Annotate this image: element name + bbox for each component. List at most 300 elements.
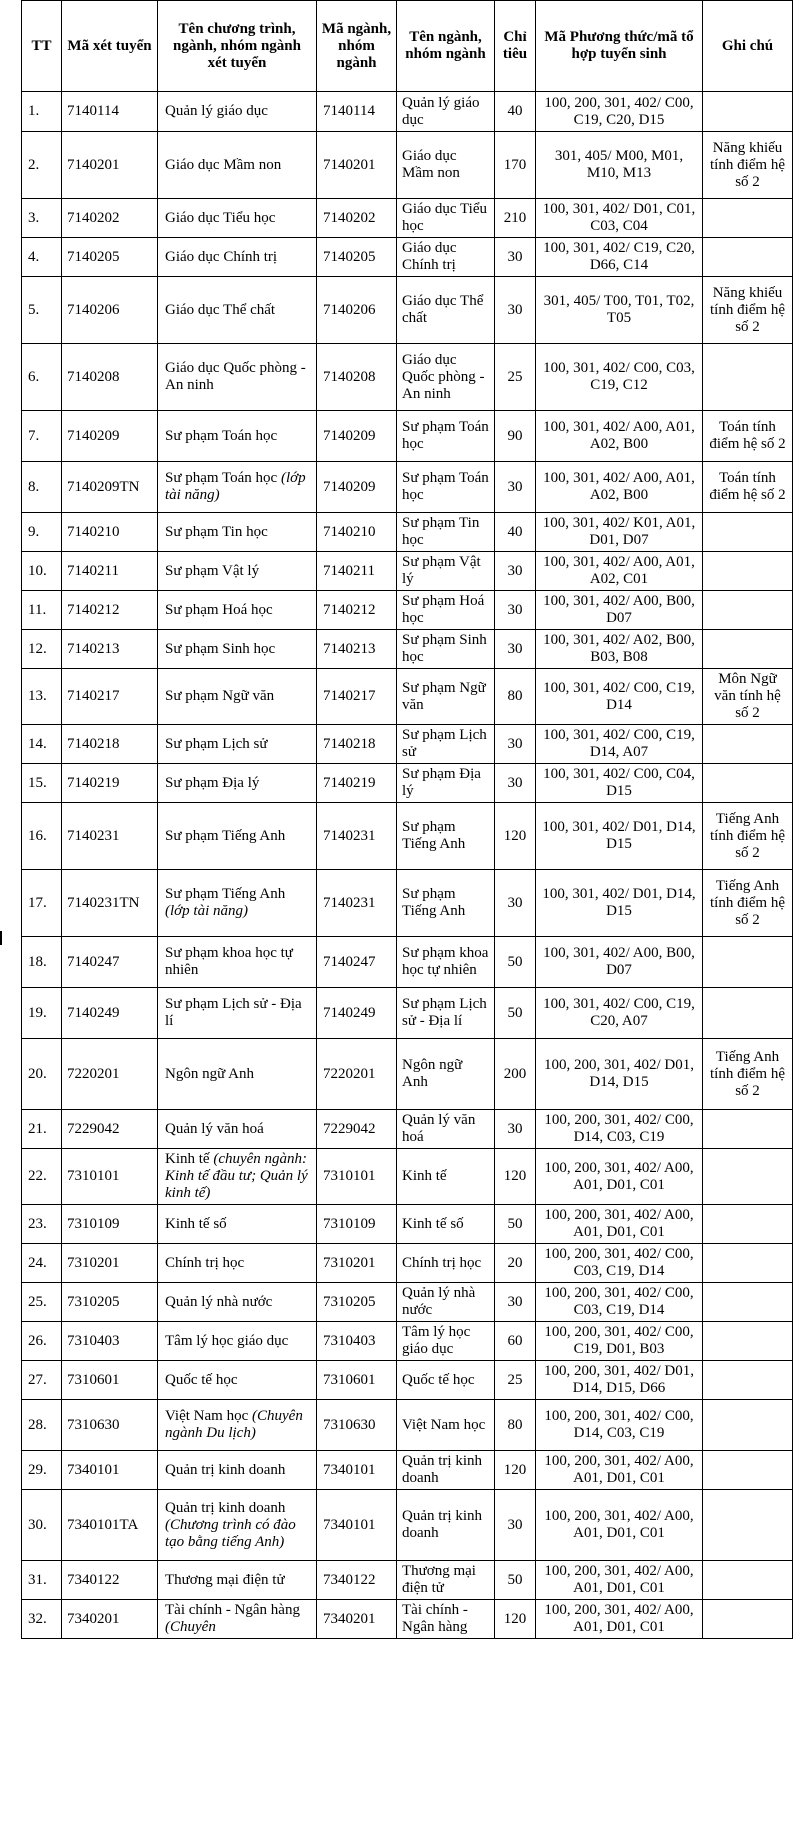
program-subtitle: (chuyên ngành: Kinh tế đầu tư; Quản lý kinh tế): [165, 1151, 308, 1201]
cell-note: [703, 988, 793, 1039]
cell-code: 7310201: [62, 1244, 158, 1283]
cell-major-code: 7310630: [317, 1400, 397, 1451]
program-subtitle: (lớp tài năng): [165, 903, 248, 919]
cell-method: 100, 301, 402/ A02, B00, B03, B08: [536, 630, 703, 669]
table-row: [22, 764, 793, 803]
cell-method: 100, 200, 301, 402/ A00, A01, D01, C01: [536, 1149, 703, 1205]
admission-table-container: [21, 0, 792, 1639]
cell-major-code: 7140247: [317, 937, 397, 988]
cell-program: [158, 1110, 317, 1149]
cell-major-code: 7310101: [317, 1149, 397, 1205]
program-name: Sư phạm khoa học tự nhiên: [165, 945, 293, 978]
cell-method: 301, 405/ M00, M01, M10, M13: [536, 132, 703, 199]
cell-major-code: 7310205: [317, 1283, 397, 1322]
cell-note: [703, 199, 793, 238]
program-name: Quản trị kinh doanh: [165, 1499, 286, 1516]
cell-quota: 120: [495, 803, 536, 870]
cell-tt: 20.: [22, 1039, 62, 1110]
cell-program: [158, 725, 317, 764]
cell-note: Năng khiếu tính điểm hệ số 2: [703, 132, 793, 199]
cell-note: [703, 764, 793, 803]
cell-program: [158, 132, 317, 199]
cell-method: 100, 301, 402/ D01, C01, C03, C04: [536, 199, 703, 238]
table-row: [22, 92, 793, 132]
program-name: Ngôn ngữ Anh: [165, 1065, 254, 1082]
cell-note: [703, 1205, 793, 1244]
table-row: [22, 591, 793, 630]
program-name: Giáo dục Quốc phòng - An ninh: [165, 360, 306, 393]
cell-program: [158, 1322, 317, 1361]
cell-program: [158, 1451, 317, 1490]
table-row: [22, 1322, 793, 1361]
program-name: Quản trị kinh doanh: [165, 1461, 286, 1478]
cell-tt: 31.: [22, 1561, 62, 1600]
cell-tt: 24.: [22, 1244, 62, 1283]
cell-tt: 12.: [22, 630, 62, 669]
program-name: Sư phạm Lịch sử - Địa lí: [165, 996, 302, 1029]
cell-code: 7140206: [62, 277, 158, 344]
cell-note: [703, 591, 793, 630]
cell-major-code: 7340101: [317, 1451, 397, 1490]
cell-program: [158, 630, 317, 669]
cell-major-code: 7140210: [317, 513, 397, 552]
table-row: [22, 277, 793, 344]
cell-method: 100, 301, 402/ C00, C19, C20, A07: [536, 988, 703, 1039]
cell-method: 100, 301, 402/ A00, A01, A02, B00: [536, 411, 703, 462]
program-name: Quản lý nhà nước: [165, 1293, 273, 1310]
cell-tt: 28.: [22, 1400, 62, 1451]
cell-major-code: 7340101: [317, 1490, 397, 1561]
table-row: [22, 1600, 793, 1639]
cell-tt: 13.: [22, 669, 62, 725]
cell-tt: 10.: [22, 552, 62, 591]
cell-program: [158, 1205, 317, 1244]
cell-major-name: Quản trị kinh doanh: [397, 1490, 495, 1561]
cell-note: [703, 1244, 793, 1283]
table-row: [22, 1490, 793, 1561]
cell-tt: 30.: [22, 1490, 62, 1561]
cell-quota: 30: [495, 870, 536, 937]
table-row: [22, 344, 793, 411]
program-name: Sư phạm Ngữ văn: [165, 688, 275, 704]
cell-major-code: 7310403: [317, 1322, 397, 1361]
cell-note: Tiếng Anh tính điểm hệ số 2: [703, 1039, 793, 1110]
cell-code: 7140231: [62, 803, 158, 870]
cell-method: 100, 200, 301, 402/ C00, D14, C03, C19: [536, 1110, 703, 1149]
program-name: Kinh tế: [165, 1151, 210, 1167]
cell-quota: 30: [495, 277, 536, 344]
cell-major-code: 7229042: [317, 1110, 397, 1149]
cell-quota: 25: [495, 344, 536, 411]
cell-code: 7140219: [62, 764, 158, 803]
cell-major-code: 7140217: [317, 669, 397, 725]
cell-tt: 21.: [22, 1110, 62, 1149]
cell-code: 7140209TN: [62, 462, 158, 513]
cell-quota: 40: [495, 513, 536, 552]
cell-code: 7140210: [62, 513, 158, 552]
cell-code: 7140205: [62, 238, 158, 277]
cell-code: 7140247: [62, 937, 158, 988]
program-name: Thương mại điện tử: [165, 1571, 285, 1588]
cell-tt: 29.: [22, 1451, 62, 1490]
cell-method: 100, 301, 402/ A00, A01, A02, C01: [536, 552, 703, 591]
cell-major-name: Tài chính - Ngân hàng: [397, 1600, 495, 1639]
cell-program: [158, 277, 317, 344]
cell-code: 7140218: [62, 725, 158, 764]
cell-tt: 19.: [22, 988, 62, 1039]
program-name: Sư phạm Tin học: [165, 523, 268, 540]
cell-major-name: Giáo dục Quốc phòng - An ninh: [397, 344, 495, 411]
cell-code: 7140202: [62, 199, 158, 238]
cell-quota: 30: [495, 552, 536, 591]
cell-quota: 30: [495, 591, 536, 630]
cell-tt: 9.: [22, 513, 62, 552]
cell-code: 7310205: [62, 1283, 158, 1322]
cell-major-code: 7310601: [317, 1361, 397, 1400]
cell-major-name: Sư phạm khoa học tự nhiên: [397, 937, 495, 988]
cell-note: [703, 1110, 793, 1149]
cell-note: Môn Ngữ văn tính hệ số 2: [703, 669, 793, 725]
cell-tt: 26.: [22, 1322, 62, 1361]
cell-note: [703, 1451, 793, 1490]
cell-quota: 30: [495, 1283, 536, 1322]
cell-tt: 4.: [22, 238, 62, 277]
cell-quota: 170: [495, 132, 536, 199]
cell-program: [158, 1490, 317, 1561]
cell-quota: 30: [495, 725, 536, 764]
cell-program: [158, 552, 317, 591]
cell-code: 7310109: [62, 1205, 158, 1244]
cell-quota: 50: [495, 988, 536, 1039]
table-row: [22, 1110, 793, 1149]
program-name: Sư phạm Tiếng Anh: [165, 827, 286, 844]
cell-quota: 30: [495, 462, 536, 513]
cell-program: [158, 344, 317, 411]
table-row: [22, 513, 793, 552]
header-program: Tên chương trình, ngành, nhóm ngành xét tuyển: [158, 1, 317, 92]
cell-note: [703, 1283, 793, 1322]
cell-program: [158, 462, 317, 513]
cell-major-name: Giáo dục Thể chất: [397, 277, 495, 344]
cell-major-name: Sư phạm Toán học: [397, 411, 495, 462]
cell-tt: 11.: [22, 591, 62, 630]
cell-program: [158, 1400, 317, 1451]
cell-major-name: Chính trị học: [397, 1244, 495, 1283]
cell-major-code: 7310109: [317, 1205, 397, 1244]
cell-code: 7310101: [62, 1149, 158, 1205]
table-row: [22, 630, 793, 669]
cell-tt: 16.: [22, 803, 62, 870]
cell-code: 7140217: [62, 669, 158, 725]
cell-major-code: 7140209: [317, 462, 397, 513]
cell-major-code: 7220201: [317, 1039, 397, 1110]
cell-code: 7140208: [62, 344, 158, 411]
cell-major-name: Giáo dục Mầm non: [397, 132, 495, 199]
cell-major-name: Giáo dục Chính trị: [397, 238, 495, 277]
cell-program: [158, 988, 317, 1039]
cell-method: 100, 301, 402/ A00, A01, A02, B00: [536, 462, 703, 513]
cell-program: [158, 1561, 317, 1600]
cell-note: Toán tính điểm hệ số 2: [703, 411, 793, 462]
program-name: Sư phạm Vật lý: [165, 562, 260, 579]
cell-quota: 120: [495, 1600, 536, 1639]
cell-quota: 50: [495, 1561, 536, 1600]
cell-note: [703, 1322, 793, 1361]
program-subtitle: (Chuyên ngành Du lịch): [165, 1408, 303, 1441]
table-row: [22, 1205, 793, 1244]
program-name: Giáo dục Mầm non: [165, 156, 282, 173]
table-row: [22, 1561, 793, 1600]
program-name: Tài chính - Ngân hàng: [165, 1602, 300, 1618]
cell-quota: 30: [495, 238, 536, 277]
cell-note: [703, 238, 793, 277]
program-name: Quốc tế học: [165, 1371, 238, 1388]
program-name: Giáo dục Chính trị: [165, 248, 278, 265]
header-major-code: Mã ngành, nhóm ngành: [317, 1, 397, 92]
program-name: Sư phạm Sinh học: [165, 640, 276, 657]
cell-major-name: Việt Nam học: [397, 1400, 495, 1451]
cell-program: [158, 870, 317, 937]
table-row: [22, 803, 793, 870]
cell-note: [703, 937, 793, 988]
cell-program: [158, 513, 317, 552]
program-name: Sư phạm Hoá học: [165, 601, 273, 618]
cell-method: 100, 200, 301, 402/ A00, A01, D01, C01: [536, 1561, 703, 1600]
cell-code: 7340122: [62, 1561, 158, 1600]
cell-tt: 17.: [22, 870, 62, 937]
cell-note: [703, 1561, 793, 1600]
cell-tt: 5.: [22, 277, 62, 344]
cell-major-code: 7140249: [317, 988, 397, 1039]
table-row: [22, 988, 793, 1039]
cell-tt: 25.: [22, 1283, 62, 1322]
cell-major-name: Ngôn ngữ Anh: [397, 1039, 495, 1110]
cell-major-name: Sư phạm Hoá học: [397, 591, 495, 630]
cell-quota: 80: [495, 669, 536, 725]
cell-major-code: 7140206: [317, 277, 397, 344]
table-row: [22, 1244, 793, 1283]
cell-tt: 15.: [22, 764, 62, 803]
cell-major-name: Sư phạm Tiếng Anh: [397, 870, 495, 937]
program-subtitle: (Chương trình có đào tạo bằng tiếng Anh): [165, 1516, 296, 1550]
header-note: Ghi chú: [703, 1, 793, 92]
cell-program: [158, 669, 317, 725]
cell-major-name: Sư phạm Lịch sử: [397, 725, 495, 764]
cell-method: 100, 200, 301, 402/ A00, A01, D01, C01: [536, 1205, 703, 1244]
cell-major-code: 7140208: [317, 344, 397, 411]
cell-quota: 80: [495, 1400, 536, 1451]
cell-quota: 30: [495, 1490, 536, 1561]
cell-program: [158, 1244, 317, 1283]
cell-code: 7340101: [62, 1451, 158, 1490]
cell-method: 100, 301, 402/ K01, A01, D01, D07: [536, 513, 703, 552]
cell-program: [158, 1149, 317, 1205]
cell-quota: 30: [495, 764, 536, 803]
cell-method: 100, 301, 402/ C19, C20, D66, C14: [536, 238, 703, 277]
cell-major-name: Quốc tế học: [397, 1361, 495, 1400]
program-subtitle: (lớp tài năng): [165, 470, 306, 503]
cell-major-code: 7140231: [317, 870, 397, 937]
cell-quota: 120: [495, 1451, 536, 1490]
cell-major-code: 7140212: [317, 591, 397, 630]
cell-program: [158, 764, 317, 803]
program-name: Chính trị học: [165, 1254, 245, 1271]
cell-code: 7140211: [62, 552, 158, 591]
cell-note: Tiếng Anh tính điểm hệ số 2: [703, 870, 793, 937]
cell-note: Toán tính điểm hệ số 2: [703, 462, 793, 513]
program-name: Sư phạm Tiếng Anh: [165, 886, 286, 902]
cell-code: 7140114: [62, 92, 158, 132]
cell-major-name: Kinh tế số: [397, 1205, 495, 1244]
cell-tt: 23.: [22, 1205, 62, 1244]
cell-quota: 90: [495, 411, 536, 462]
header-method: Mã Phương thức/mã tổ hợp tuyển sinh: [536, 1, 703, 92]
program-name: Sư phạm Toán học: [165, 470, 278, 486]
cell-note: [703, 630, 793, 669]
cell-code: 7140201: [62, 132, 158, 199]
cell-major-code: 7140231: [317, 803, 397, 870]
table-row: [22, 725, 793, 764]
cell-tt: 14.: [22, 725, 62, 764]
cell-major-name: Quản lý nhà nước: [397, 1283, 495, 1322]
cell-code: 7140213: [62, 630, 158, 669]
cell-major-code: 7140211: [317, 552, 397, 591]
table-row: [22, 1283, 793, 1322]
cell-method: 100, 301, 402/ C00, C19, D14: [536, 669, 703, 725]
header-major-name: Tên ngành, nhóm ngành: [397, 1, 495, 92]
table-row: [22, 552, 793, 591]
cell-quota: 210: [495, 199, 536, 238]
table-header-row: [22, 1, 793, 92]
cell-quota: 50: [495, 1205, 536, 1244]
program-name: Sư phạm Lịch sử: [165, 735, 268, 752]
cell-note: [703, 1149, 793, 1205]
cell-note: [703, 344, 793, 411]
program-name: Sư phạm Toán học: [165, 427, 278, 444]
cell-program: [158, 199, 317, 238]
table-row: [22, 1149, 793, 1205]
cell-quota: 200: [495, 1039, 536, 1110]
cell-quota: 120: [495, 1149, 536, 1205]
cell-method: 100, 200, 301, 402/ D01, D14, D15: [536, 1039, 703, 1110]
cell-code: 7340201: [62, 1600, 158, 1639]
cell-quota: 20: [495, 1244, 536, 1283]
table-body: [22, 92, 793, 1639]
cell-code: 7310403: [62, 1322, 158, 1361]
cell-program: [158, 803, 317, 870]
cell-major-name: Thương mại điện tử: [397, 1561, 495, 1600]
cell-method: 100, 301, 402/ D01, D14, D15: [536, 870, 703, 937]
admission-table: [21, 0, 793, 1639]
cell-method: 100, 301, 402/ C00, C03, C19, C12: [536, 344, 703, 411]
cell-major-name: Tâm lý học giáo dục: [397, 1322, 495, 1361]
cell-major-name: Quản lý văn hoá: [397, 1110, 495, 1149]
cell-method: 100, 200, 301, 402/ C00, C19, C20, D15: [536, 92, 703, 132]
cell-tt: 1.: [22, 92, 62, 132]
cell-program: [158, 1600, 317, 1639]
cell-code: 7310601: [62, 1361, 158, 1400]
cell-method: 100, 200, 301, 402/ D01, D14, D15, D66: [536, 1361, 703, 1400]
cell-quota: 40: [495, 92, 536, 132]
cell-quota: 50: [495, 937, 536, 988]
cell-tt: 32.: [22, 1600, 62, 1639]
cell-method: 100, 200, 301, 402/ A00, A01, D01, C01: [536, 1451, 703, 1490]
cell-major-name: Sư phạm Sinh học: [397, 630, 495, 669]
cell-tt: 2.: [22, 132, 62, 199]
program-name: Giáo dục Tiểu học: [165, 209, 276, 226]
cell-tt: 8.: [22, 462, 62, 513]
table-row: [22, 1361, 793, 1400]
cell-note: [703, 1361, 793, 1400]
cell-method: 100, 301, 402/ D01, D14, D15: [536, 803, 703, 870]
cell-major-code: 7140201: [317, 132, 397, 199]
cell-quota: 30: [495, 1110, 536, 1149]
table-row: [22, 1039, 793, 1110]
cell-code: 7220201: [62, 1039, 158, 1110]
cell-tt: 6.: [22, 344, 62, 411]
cell-major-code: 7140205: [317, 238, 397, 277]
header-tt: TT: [22, 1, 62, 92]
cell-program: [158, 937, 317, 988]
cell-method: 100, 200, 301, 402/ C00, C03, C19, D14: [536, 1283, 703, 1322]
cell-method: 100, 301, 402/ A00, B00, D07: [536, 937, 703, 988]
cell-code: 7340101TA: [62, 1490, 158, 1561]
table-row: [22, 411, 793, 462]
cell-major-name: Giáo dục Tiểu học: [397, 199, 495, 238]
program-subtitle: (Chuyên: [165, 1619, 216, 1635]
cell-quota: 25: [495, 1361, 536, 1400]
cell-method: 301, 405/ T00, T01, T02, T05: [536, 277, 703, 344]
cell-major-name: Sư phạm Tiếng Anh: [397, 803, 495, 870]
cell-method: 100, 200, 301, 402/ C00, C03, C19, D14: [536, 1244, 703, 1283]
program-name: Quản lý văn hoá: [165, 1120, 264, 1137]
cell-method: 100, 200, 301, 402/ C00, C19, D01, B03: [536, 1322, 703, 1361]
cell-method: 100, 200, 301, 402/ A00, A01, D01, C01: [536, 1600, 703, 1639]
cell-method: 100, 301, 402/ C00, C04, D15: [536, 764, 703, 803]
page-edge-mark: [0, 931, 2, 945]
table-row: [22, 937, 793, 988]
cell-major-name: Kinh tế: [397, 1149, 495, 1205]
program-name: Việt Nam học: [165, 1408, 249, 1424]
cell-program: [158, 92, 317, 132]
program-name: Giáo dục Thể chất: [165, 301, 276, 318]
table-row: [22, 1400, 793, 1451]
cell-method: 100, 200, 301, 402/ A00, A01, D01, C01: [536, 1490, 703, 1561]
header-code: Mã xét tuyển: [62, 1, 158, 92]
cell-tt: 7.: [22, 411, 62, 462]
cell-major-name: Quản trị kinh doanh: [397, 1451, 495, 1490]
cell-note: Tiếng Anh tính điểm hệ số 2: [703, 803, 793, 870]
cell-major-code: 7140209: [317, 411, 397, 462]
cell-code: 7140212: [62, 591, 158, 630]
cell-major-name: Sư phạm Vật lý: [397, 552, 495, 591]
cell-note: [703, 513, 793, 552]
cell-code: 7140231TN: [62, 870, 158, 937]
cell-tt: 22.: [22, 1149, 62, 1205]
cell-method: 100, 200, 301, 402/ C00, D14, C03, C19: [536, 1400, 703, 1451]
program-name: Tâm lý học giáo dục: [165, 1332, 289, 1349]
cell-program: [158, 1039, 317, 1110]
cell-program: [158, 411, 317, 462]
cell-note: [703, 725, 793, 764]
cell-major-code: 7340122: [317, 1561, 397, 1600]
cell-note: [703, 92, 793, 132]
cell-major-name: Sư phạm Ngữ văn: [397, 669, 495, 725]
cell-tt: 27.: [22, 1361, 62, 1400]
cell-program: [158, 1361, 317, 1400]
cell-note: [703, 1600, 793, 1639]
cell-code: 7140209: [62, 411, 158, 462]
